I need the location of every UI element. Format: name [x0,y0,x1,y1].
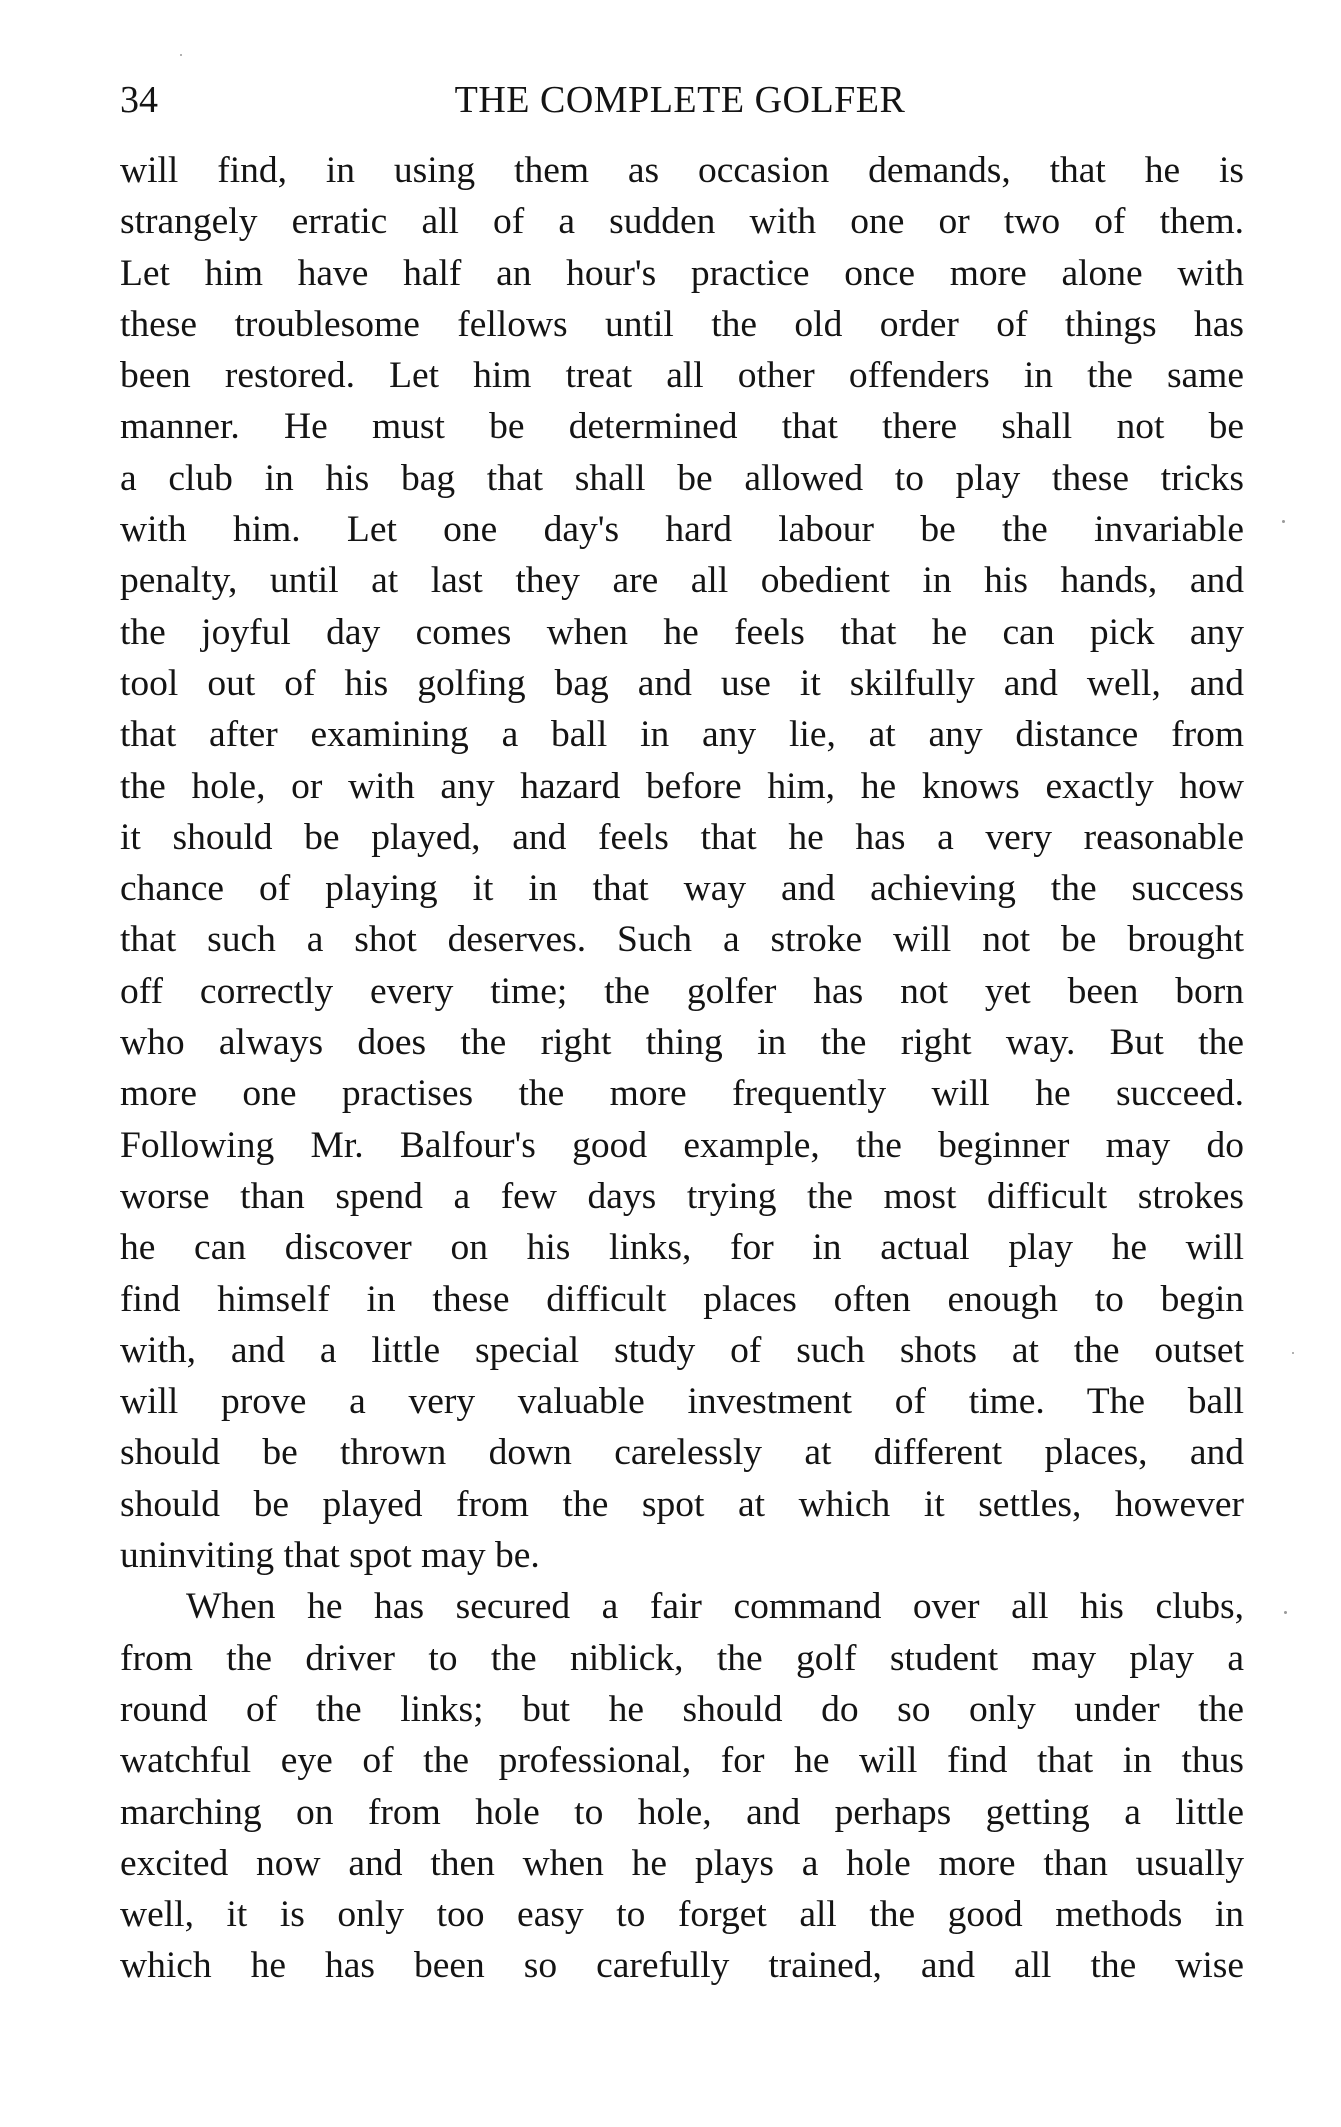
paragraph-start-line: When he has secured a fair command over all his clubs, [186,1586,1244,1628]
text-line: that such a shot deserves. Such a stroke will not be brought [120,919,1244,961]
text-line: Let him have half an hour's practice once more alone with [120,252,1244,294]
text-line: tool out of his golfing bag and use it skilfully and well, and [120,662,1244,704]
text-line: manner. He must be determined that there shall not be [120,406,1244,448]
text-line: the hole, or with any hazard before him, he knows exactly how [120,765,1244,807]
text-line: these troublesome fellows until the old order of things has [120,303,1244,345]
text-line: who always does the right thing in the right way. But the [120,1022,1244,1064]
paragraph-end-line: uninviting that spot may be. [120,1535,540,1577]
text-line: well, it is only too easy to forget all the good methods in [120,1894,1244,1936]
text-line: it should be played, and feels that he has a very reasonable [120,816,1244,858]
paper-speck [1282,520,1285,523]
text-line: should be thrown down carelessly at different places, and [120,1432,1244,1474]
text-line: worse than spend a few days trying the most difficult strokes [120,1175,1244,1217]
text-line: with, and a little special study of such shots at the outset [120,1329,1244,1371]
text-line: off correctly every time; the golfer has not yet been born [120,970,1244,1012]
text-line: a club in his bag that shall be allowed to play these tricks [120,457,1244,499]
text-line: Following Mr. Balfour's good example, the beginner may do [120,1124,1244,1166]
text-line: that after examining a ball in any lie, at any distance from [120,714,1244,756]
paper-speck [1292,1352,1294,1354]
text-line: excited now and then when he plays a hole more than usually [120,1842,1244,1884]
text-line: been restored. Let him treat all other offenders in the same [120,355,1244,397]
page-number: 34 [120,79,158,121]
paper-speck [180,54,182,56]
text-line: round of the links; but he should do so only under the [120,1688,1244,1730]
text-line: watchful eye of the professional, for he will find that in thus [120,1740,1244,1782]
text-line: will find, in using them as occasion demands, that he is [120,150,1244,191]
text-line: penalty, until at last they are all obedient in his hands, and [120,560,1244,602]
text-line: from the driver to the niblick, the golf student may play a [120,1637,1244,1679]
text-line: which he has been so carefully trained, and all the wise [120,1945,1244,1987]
text-line: will prove a very valuable investment of time. The ball [120,1381,1244,1423]
body-text [120,145,1244,1992]
text-line: find himself in these difficult places often enough to begin [120,1278,1244,1320]
text-line: should be played from the spot at which it settles, however [120,1483,1244,1525]
text-line: with him. Let one day's hard labour be the invariable [120,509,1244,551]
running-head [120,72,1240,128]
text-line: more one practises the more frequently will he succeed. [120,1073,1244,1115]
text-line: marching on from hole to hole, and perhaps getting a little [120,1791,1244,1833]
text-line: the joyful day comes when he feels that he can pick any [120,611,1244,653]
text-line: he can discover on his links, for in actual play he will [120,1227,1244,1269]
text-line: chance of playing it in that way and achieving the success [120,868,1244,910]
text-line: strangely erratic all of a sudden with one or two of them. [120,201,1244,243]
running-title: THE COMPLETE GOLFER [454,79,906,121]
paper-speck [1284,1611,1287,1614]
